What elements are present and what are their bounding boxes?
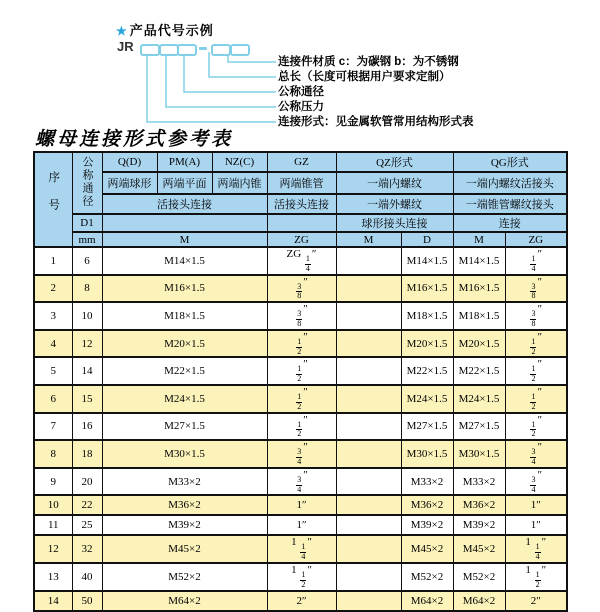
- qz-d-cell: M22×1.5: [401, 357, 453, 385]
- header-col-qz: QZ形式: [336, 152, 453, 172]
- header-zg-gz: ZG: [267, 232, 336, 247]
- table-row: [34, 468, 567, 496]
- label-connection: 连接形式：见金属软管常用结构形式表: [278, 116, 474, 128]
- seq-cell: 7: [34, 413, 72, 441]
- table-row: [34, 563, 567, 591]
- qg-zg-cell: 1″: [505, 515, 567, 535]
- table-row: [34, 385, 567, 413]
- qz-d-cell: M16×1.5: [401, 275, 453, 303]
- qg-m-cell: M16×1.5: [453, 275, 505, 303]
- dn-cell: 16: [72, 413, 102, 441]
- m-thread-cell: M39×2: [102, 515, 267, 535]
- header-qz-desc1: 一端内螺纹: [336, 172, 453, 194]
- product-code-prefix: JR: [117, 39, 134, 54]
- m-thread-cell: M33×2: [102, 468, 267, 496]
- label-material: 连接件材质 c：为碳钢 b：为不锈钢: [278, 56, 459, 68]
- header-d1: D1: [72, 214, 102, 232]
- seq-cell: 6: [34, 385, 72, 413]
- qg-m-cell: M18×1.5: [453, 302, 505, 330]
- m-thread-cell: M64×2: [102, 591, 267, 611]
- qg-zg-cell: 1 $\frac{1}{4}$ ″: [505, 535, 567, 563]
- m-thread-cell: M22×1.5: [102, 357, 267, 385]
- m-thread-cell: M27×1.5: [102, 413, 267, 441]
- qg-zg-cell: $\frac{3}{8}$ ″: [505, 275, 567, 303]
- header-qz-desc2: 一端外螺纹: [336, 194, 453, 214]
- code-box-5: [230, 44, 250, 56]
- header-gz-conn: 活接头连接: [267, 194, 336, 214]
- qz-d-cell: M27×1.5: [401, 413, 453, 441]
- table-header: [34, 152, 567, 247]
- gz-zg-cell: ZG $\frac{1}{4}$ ″: [267, 247, 336, 275]
- seq-cell: 4: [34, 330, 72, 358]
- header-mm: mm: [72, 232, 102, 247]
- qz-d-cell: M18×1.5: [401, 302, 453, 330]
- gz-zg-cell: $\frac{3}{4}$ ″: [267, 468, 336, 496]
- table-row: [34, 413, 567, 441]
- gz-zg-cell: $\frac{1}{2}$ ″: [267, 385, 336, 413]
- diagram-title-text: 产品代号示例: [129, 23, 214, 38]
- dn-cell: 40: [72, 563, 102, 591]
- seq-cell: 8: [34, 440, 72, 468]
- gz-zg-cell: $\frac{1}{2}$ ″: [267, 357, 336, 385]
- gz-zg-cell: $\frac{3}{4}$ ″: [267, 440, 336, 468]
- qz-m-cell: [336, 302, 401, 330]
- gz-zg-cell: 1″: [267, 495, 336, 515]
- qg-m-cell: M33×2: [453, 468, 505, 496]
- qg-zg-cell: $\frac{1}{2}$ ″: [505, 330, 567, 358]
- seq-cell: 10: [34, 495, 72, 515]
- header-gz-desc: 两端锥管: [267, 172, 336, 194]
- qz-m-cell: [336, 330, 401, 358]
- qz-m-cell: [336, 440, 401, 468]
- code-box-1: [140, 44, 160, 56]
- qg-zg-cell: 1 $\frac{1}{2}$ ″: [505, 563, 567, 591]
- qg-m-cell: M30×1.5: [453, 440, 505, 468]
- qz-m-cell: [336, 468, 401, 496]
- qg-zg-cell: 2″: [505, 591, 567, 611]
- qz-d-cell: M64×2: [401, 591, 453, 611]
- header-seq: 序号: [34, 152, 72, 247]
- dn-cell: 25: [72, 515, 102, 535]
- qg-m-cell: M14×1.5: [453, 247, 505, 275]
- header-qz-conn: 球形接头连接: [336, 214, 453, 232]
- qg-m-cell: M64×2: [453, 591, 505, 611]
- dn-cell: 18: [72, 440, 102, 468]
- table-row: [34, 535, 567, 563]
- m-thread-cell: M18×1.5: [102, 302, 267, 330]
- header-q-desc: 两端球形: [102, 172, 157, 194]
- m-thread-cell: M20×1.5: [102, 330, 267, 358]
- qz-m-cell: [336, 413, 401, 441]
- qg-m-cell: M36×2: [453, 495, 505, 515]
- header-m-qg: M: [453, 232, 505, 247]
- header-col-gz: GZ: [267, 152, 336, 172]
- header-m-wide: M: [102, 232, 267, 247]
- m-thread-cell: M36×2: [102, 495, 267, 515]
- seq-cell: 1: [34, 247, 72, 275]
- seq-cell: 12: [34, 535, 72, 563]
- m-thread-cell: M45×2: [102, 535, 267, 563]
- gz-zg-cell: 1 $\frac{1}{4}$ ″: [267, 535, 336, 563]
- gz-zg-cell: 2″: [267, 591, 336, 611]
- header-col-nz: NZ(C): [212, 152, 267, 172]
- qg-m-cell: M45×2: [453, 535, 505, 563]
- table-row: [34, 275, 567, 303]
- qg-m-cell: M24×1.5: [453, 385, 505, 413]
- dn-cell: 10: [72, 302, 102, 330]
- table-row: [34, 357, 567, 385]
- seq-cell: 14: [34, 591, 72, 611]
- qg-m-cell: M20×1.5: [453, 330, 505, 358]
- qz-d-cell: M24×1.5: [401, 385, 453, 413]
- dn-cell: 22: [72, 495, 102, 515]
- seq-cell: 3: [34, 302, 72, 330]
- label-length: 总长（长度可根据用户要求定制）: [278, 71, 451, 83]
- qz-d-cell: M30×1.5: [401, 440, 453, 468]
- header-m-qz: M: [336, 232, 401, 247]
- seq-cell: 5: [34, 357, 72, 385]
- table-row: [34, 440, 567, 468]
- table-row: [34, 591, 567, 611]
- table-row: [34, 247, 567, 275]
- qg-zg-cell: $\frac{3}{8}$ ″: [505, 302, 567, 330]
- dn-cell: 14: [72, 357, 102, 385]
- qg-zg-cell: $\frac{1}{2}$ ″: [505, 357, 567, 385]
- qz-m-cell: [336, 275, 401, 303]
- table-title: 螺母连接形式参考表: [35, 128, 234, 150]
- header-zg-qg: ZG: [505, 232, 567, 247]
- header-left-conn: 活接头连接: [102, 194, 267, 214]
- header-col-q: Q(D): [102, 152, 157, 172]
- qg-m-cell: M39×2: [453, 515, 505, 535]
- m-thread-cell: M14×1.5: [102, 247, 267, 275]
- qz-d-cell: M36×2: [401, 495, 453, 515]
- qz-d-cell: M39×2: [401, 515, 453, 535]
- qz-m-cell: [336, 357, 401, 385]
- qz-m-cell: [336, 385, 401, 413]
- table-body: [34, 247, 567, 611]
- m-thread-cell: M52×2: [102, 563, 267, 591]
- m-thread-cell: M30×1.5: [102, 440, 267, 468]
- dn-cell: 50: [72, 591, 102, 611]
- header-col-pm: PM(A): [157, 152, 212, 172]
- qz-d-cell: M20×1.5: [401, 330, 453, 358]
- qg-zg-cell: $\frac{1}{2}$ ″: [505, 413, 567, 441]
- qg-zg-cell: $\frac{3}{4}$ ″: [505, 468, 567, 496]
- qg-m-cell: M22×1.5: [453, 357, 505, 385]
- qg-zg-cell: $\frac{1}{2}$ ″: [505, 385, 567, 413]
- header-blank-gz: [267, 214, 336, 232]
- qz-m-cell: [336, 563, 401, 591]
- header-nz-desc: 两端内锥: [212, 172, 267, 194]
- header-dn: 公称通径: [72, 152, 102, 214]
- label-diameter: 公称通径: [278, 86, 324, 98]
- gz-zg-cell: $\frac{1}{2}$ ″: [267, 330, 336, 358]
- qz-m-cell: [336, 591, 401, 611]
- qg-zg-cell: $\frac{1}{4}$ ″: [505, 247, 567, 275]
- gz-zg-cell: 1 $\frac{1}{2}$ ″: [267, 563, 336, 591]
- code-box-2: [159, 44, 179, 56]
- dn-cell: 12: [72, 330, 102, 358]
- header-qg-desc2: 一端锥管螺纹接头: [453, 194, 567, 214]
- header-col-qg: QG形式: [453, 152, 567, 172]
- dn-cell: 15: [72, 385, 102, 413]
- gz-zg-cell: $\frac{3}{8}$ ″: [267, 275, 336, 303]
- seq-cell: 13: [34, 563, 72, 591]
- gz-zg-cell: $\frac{1}{2}$ ″: [267, 413, 336, 441]
- header-pm-desc: 两端平面: [157, 172, 212, 194]
- header-blank-left: [102, 214, 267, 232]
- table-row: [34, 495, 567, 515]
- m-thread-cell: M24×1.5: [102, 385, 267, 413]
- header-qg-conn: 连接: [453, 214, 567, 232]
- code-box-4: [211, 44, 231, 56]
- qz-m-cell: [336, 515, 401, 535]
- code-dash: [199, 47, 207, 50]
- qz-d-cell: M14×1.5: [401, 247, 453, 275]
- header-d-qz: D: [401, 232, 453, 247]
- m-thread-cell: M16×1.5: [102, 275, 267, 303]
- qz-m-cell: [336, 247, 401, 275]
- qz-d-cell: M33×2: [401, 468, 453, 496]
- dn-cell: 8: [72, 275, 102, 303]
- seq-cell: 9: [34, 468, 72, 496]
- qz-d-cell: M52×2: [401, 563, 453, 591]
- gz-zg-cell: 1″: [267, 515, 336, 535]
- qg-m-cell: M52×2: [453, 563, 505, 591]
- nut-connection-table: [33, 151, 568, 612]
- qg-zg-cell: 1″: [505, 495, 567, 515]
- table-row: [34, 515, 567, 535]
- gz-zg-cell: $\frac{3}{8}$ ″: [267, 302, 336, 330]
- header-qg-desc1: 一端内螺纹活接头: [453, 172, 567, 194]
- table-row: [34, 302, 567, 330]
- qz-d-cell: M45×2: [401, 535, 453, 563]
- qz-m-cell: [336, 495, 401, 515]
- seq-cell: 2: [34, 275, 72, 303]
- table-row: [34, 330, 567, 358]
- code-box-3: [177, 44, 197, 56]
- dn-cell: 32: [72, 535, 102, 563]
- qg-zg-cell: $\frac{3}{4}$ ″: [505, 440, 567, 468]
- seq-cell: 11: [34, 515, 72, 535]
- label-pressure: 公称压力: [278, 101, 324, 113]
- dn-cell: 6: [72, 247, 102, 275]
- qz-m-cell: [336, 535, 401, 563]
- star-icon: ★: [116, 24, 128, 38]
- dn-cell: 20: [72, 468, 102, 496]
- qg-m-cell: M27×1.5: [453, 413, 505, 441]
